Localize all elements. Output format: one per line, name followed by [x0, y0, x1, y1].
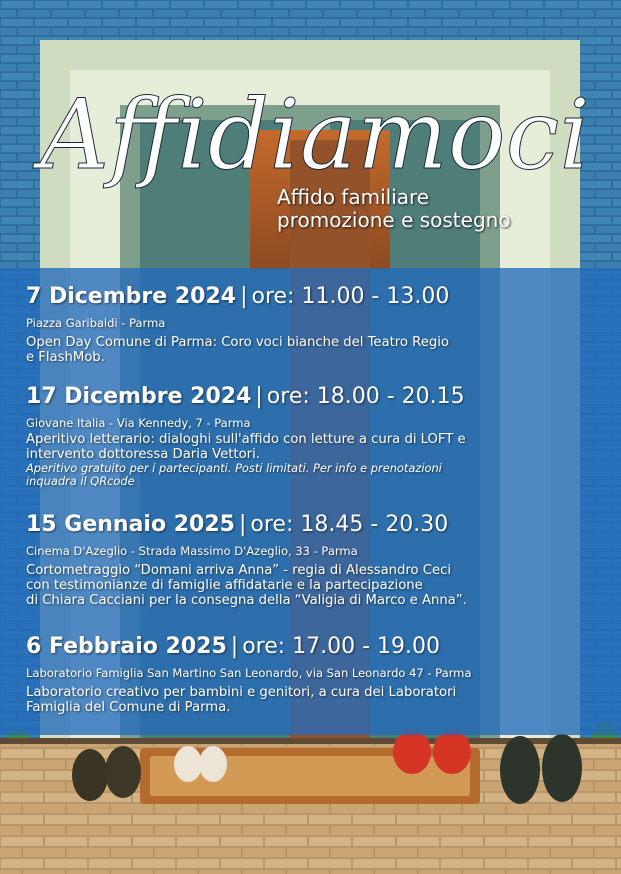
separator: |	[238, 512, 247, 537]
event-date: 7 Dicembre 2024	[26, 284, 237, 309]
event-heading	[26, 384, 606, 410]
event-place: Giovane Italia - Via Kennedy, 7 - Parma	[26, 416, 251, 430]
event-heading	[26, 512, 606, 538]
separator: |	[240, 284, 248, 309]
description-line: Famiglia del Comune di Parma.	[26, 700, 231, 715]
event-time: ore: 17.00 - 19.00	[242, 634, 441, 659]
event-description	[26, 335, 606, 365]
title-script	[30, 20, 600, 190]
subtitle-line-1: Affido familiare	[277, 185, 430, 209]
description-line: Laboratorio creativo per bambini e genitori, a cura dei Laboratori	[26, 685, 457, 700]
event-description	[26, 563, 606, 608]
event-3	[26, 512, 606, 608]
event-1	[26, 284, 606, 365]
note-line: Aperitivo gratuito per i partecipanti. Posti limitati. Per info e prenotazioni	[26, 461, 442, 475]
event-time: ore: 11.00 - 13.00	[251, 284, 450, 309]
event-time: ore: 18.45 - 20.30	[250, 512, 449, 537]
event-4	[26, 634, 606, 715]
event-place: Laboratorio Famiglia San Martino San Leonardo, via San Leonardo 47 - Parma	[26, 666, 472, 680]
event-place: Piazza Garibaldi - Parma	[26, 316, 166, 330]
event-description	[26, 685, 606, 715]
description-line: con testimonianze di famiglie affidatarie e la partecipazione	[26, 578, 423, 593]
description-line: Open Day Comune di Parma: Coro voci bianche del Teatro Regio	[26, 335, 449, 350]
description-line: di Chiara Cacciani per la consegna della “Valigia di Marco e Anna”.	[26, 593, 467, 608]
description-line: e FlashMob.	[26, 350, 105, 365]
separator: |	[255, 384, 263, 409]
event-date: 15 Gennaio 2025	[26, 512, 235, 537]
event-description	[26, 432, 606, 462]
subtitle	[277, 186, 511, 232]
event-2	[26, 384, 606, 488]
title-text: Affidiamoci	[32, 79, 590, 190]
event-date: 6 Febbraio 2025	[26, 634, 227, 659]
event-date: 17 Dicembre 2024	[26, 384, 252, 409]
description-line: Cortometraggio “Domani arriva Anna” - regia di Alessandro Ceci	[26, 563, 452, 578]
event-note	[26, 462, 606, 488]
event-heading	[26, 634, 606, 660]
subtitle-line-2: promozione e sostegno	[277, 208, 511, 232]
description-line: intervento dottoressa Daria Vettori.	[26, 447, 260, 462]
event-time: ore: 18.00 - 20.15	[266, 384, 465, 409]
description-line: Aperitivo letterario: dialoghi sull'affido con letture a cura di LOFT e	[26, 432, 466, 447]
event-place: Cinema D'Azeglio - Strada Massimo D'Azeglio, 33 - Parma	[26, 544, 358, 558]
note-line: inquadra il QRcode	[26, 474, 135, 488]
event-heading	[26, 284, 606, 310]
separator: |	[230, 634, 239, 659]
